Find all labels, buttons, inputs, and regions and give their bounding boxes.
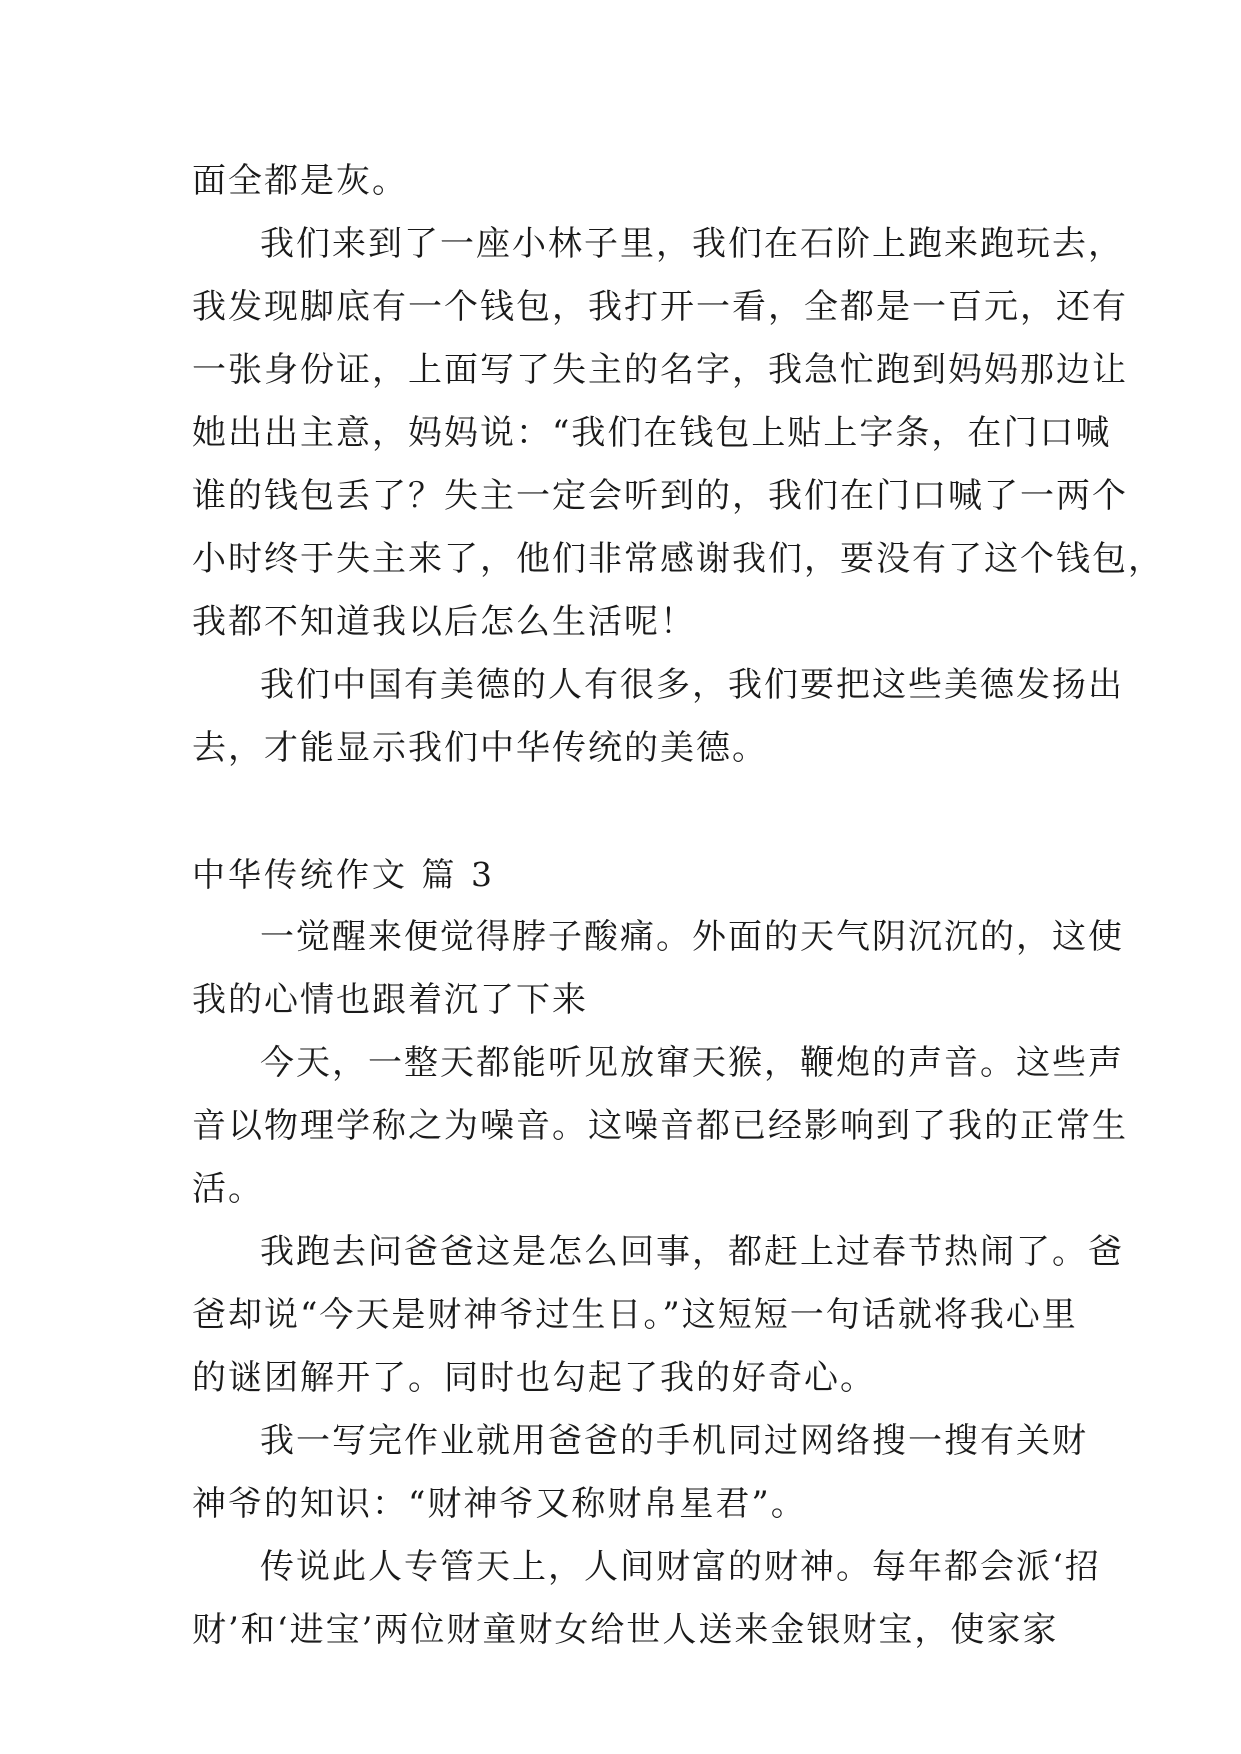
text-line: 一张身份证，上面写了失主的名字，我急忙跑到妈妈那边让 — [192, 350, 1128, 390]
text-line: 一觉醒来便觉得脖子酸痛。外面的天气阴沉沉的，这使 — [260, 917, 1124, 957]
text-line: 面全都是灰。 — [192, 161, 408, 201]
text-line: 传说此人专管天上，人间财富的财神。每年都会派‘招 — [260, 1547, 1101, 1587]
text-line: 我们中国有美德的人有很多，我们要把这些美德发扬出 — [260, 665, 1124, 705]
text-line: 我都不知道我以后怎么生活呢！ — [192, 602, 696, 642]
paragraph-virtue-conclusion — [192, 654, 1124, 780]
text-line: 我一写完作业就用爸爸的手机同过网络搜一搜有关财 — [260, 1421, 1088, 1461]
section-spacer — [192, 780, 1052, 843]
text-line: 她出出主意，妈妈说：“我们在钱包上贴上字条，在门口喊 — [192, 413, 1112, 453]
text-line: 活。 — [192, 1169, 264, 1209]
paragraph-search-online — [192, 1410, 1088, 1536]
text-line: 小时终于失主来了，他们非常感谢我们，要没有了这个钱包， — [192, 539, 1164, 579]
text-line: 神爷的知识：“财神爷又称财帛星君”。 — [192, 1484, 807, 1524]
text-line: 财’和‘进宝’两位财童财女给世人送来金银财宝，使家家 — [192, 1610, 1059, 1650]
text-line: 爸却说“今天是财神爷过生日。”这短短一句话就将我心里 — [192, 1295, 1078, 1335]
text-line: 今天，一整天都能听见放窜天猴，鞭炮的声音。这些声 — [260, 1043, 1124, 1083]
text-line: 去，才能显示我们中华传统的美德。 — [192, 728, 768, 768]
paragraph-waking-up — [192, 906, 1124, 1032]
text-line: 我们来到了一座小林子里，我们在石阶上跑来跑玩去， — [260, 224, 1124, 264]
document-page — [192, 150, 1164, 1662]
paragraph-legend — [192, 1536, 1101, 1662]
section-heading: 中华传统作文 篇 3 — [192, 855, 495, 894]
text-line: 音以物理学称之为噪音。这噪音都已经影响到了我的正常生 — [192, 1106, 1128, 1146]
text-line: 的谜团解开了。同时也勾起了我的好奇心。 — [192, 1358, 876, 1398]
paragraph-wallet-story — [192, 213, 1164, 654]
paragraph-continuation — [192, 150, 1052, 213]
paragraph-firecrackers — [192, 1032, 1128, 1221]
text-line: 谁的钱包丢了？失主一定会听到的，我们在门口喊了一两个 — [192, 476, 1128, 516]
paragraph-ask-father — [192, 1221, 1124, 1410]
text-line: 我跑去问爸爸这是怎么回事，都赶上过春节热闹了。爸 — [260, 1232, 1124, 1272]
text-line: 我的心情也跟着沉了下来 — [192, 980, 588, 1020]
text-line: 我发现脚底有一个钱包，我打开一看，全都是一百元，还有 — [192, 287, 1128, 327]
